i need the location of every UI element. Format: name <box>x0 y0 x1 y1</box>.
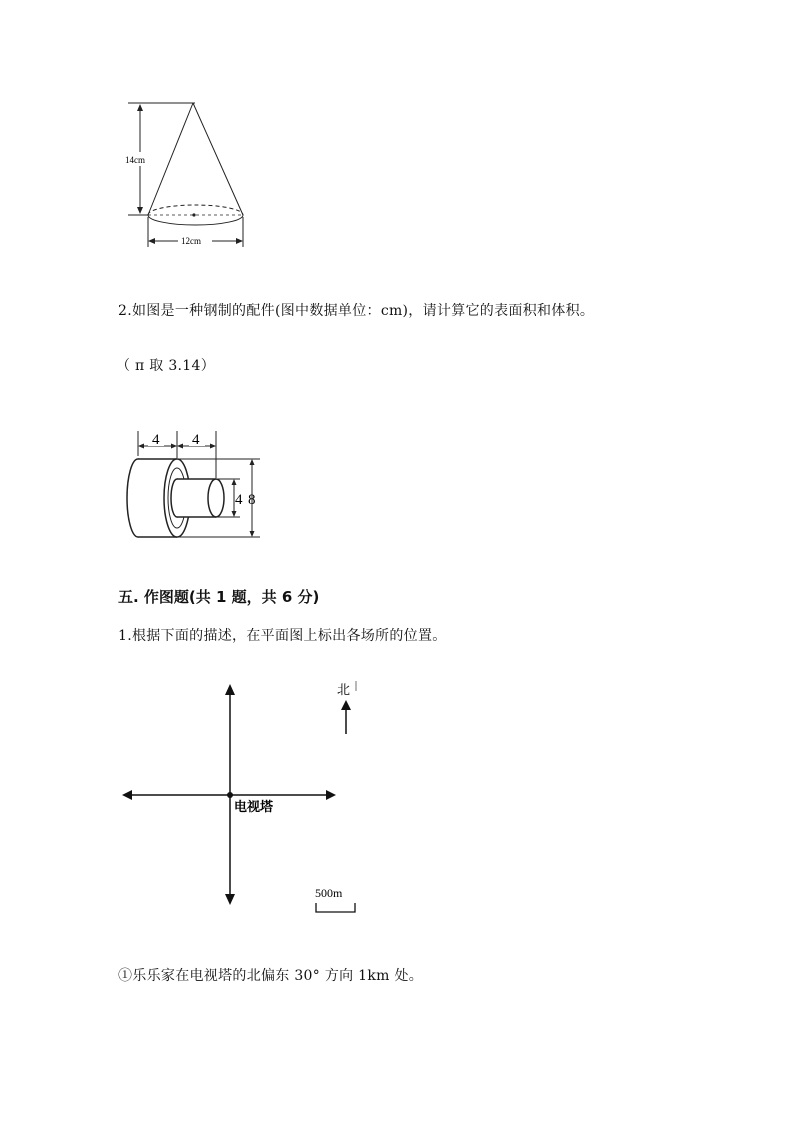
question-2-text: 2.如图是一种钢制的配件(图中数据单位：cm)，请计算它的表面积和体积。 <box>118 303 595 319</box>
question-2-pi-note: （ π 取 3.14） <box>116 358 216 374</box>
map-south-arrow <box>225 894 235 905</box>
cone-diameter-arrow-left <box>148 238 155 244</box>
cone-base-back <box>148 205 243 215</box>
part-inner-diameter-label: 4 <box>235 492 243 508</box>
north-label: 北 <box>337 682 351 697</box>
map-west-arrow <box>122 790 132 800</box>
scale-bar <box>316 903 355 912</box>
cone-height-arrow-top <box>137 104 143 111</box>
part-dim-arrow-2 <box>171 444 177 449</box>
part-outer-arrow-top <box>250 459 255 465</box>
map-figure <box>118 676 368 914</box>
cone-height-arrow-bottom <box>137 207 143 214</box>
cone-height-label: 14cm <box>125 155 145 165</box>
cone-base-front <box>148 215 243 225</box>
part-inner-arrow-bottom <box>232 511 237 517</box>
scale-label: 500m <box>315 886 343 900</box>
section-5-title: 五. 作图题(共 1 题，共 6 分) <box>118 588 320 606</box>
cone-center-dot <box>192 213 195 216</box>
question-5-1-text: 1.根据下面的描述，在平面图上标出各场所的位置。 <box>118 628 447 644</box>
part-small-front-face <box>208 479 224 517</box>
map-east-arrow <box>326 790 336 800</box>
north-indicator-arrow <box>341 700 351 710</box>
tv-tower-dot <box>227 792 233 798</box>
item-1-text: ①乐乐家在电视塔的北偏东 30° 方向 1km 处。 <box>118 968 424 984</box>
cone-left-side <box>148 103 193 215</box>
cone-diameter-label: 12cm <box>181 236 201 246</box>
cone-right-side <box>193 103 243 215</box>
part-dim-arrow-3 <box>177 444 183 449</box>
map-north-arrow <box>225 684 235 695</box>
part-dim-right-label: 4 <box>192 432 200 448</box>
part-inner-arrow-top <box>232 479 237 485</box>
cone-figure <box>120 95 260 260</box>
tv-tower-label: 电视塔 <box>234 799 274 814</box>
part-outer-arrow-bottom <box>250 531 255 537</box>
part-dim-arrow-4 <box>210 444 216 449</box>
cone-diameter-arrow-right <box>236 238 243 244</box>
steel-part-figure <box>118 428 268 543</box>
part-dim-arrow-1 <box>138 444 144 449</box>
part-outer-diameter-label: 8 <box>248 492 256 508</box>
part-dim-left-label: 4 <box>152 432 160 448</box>
